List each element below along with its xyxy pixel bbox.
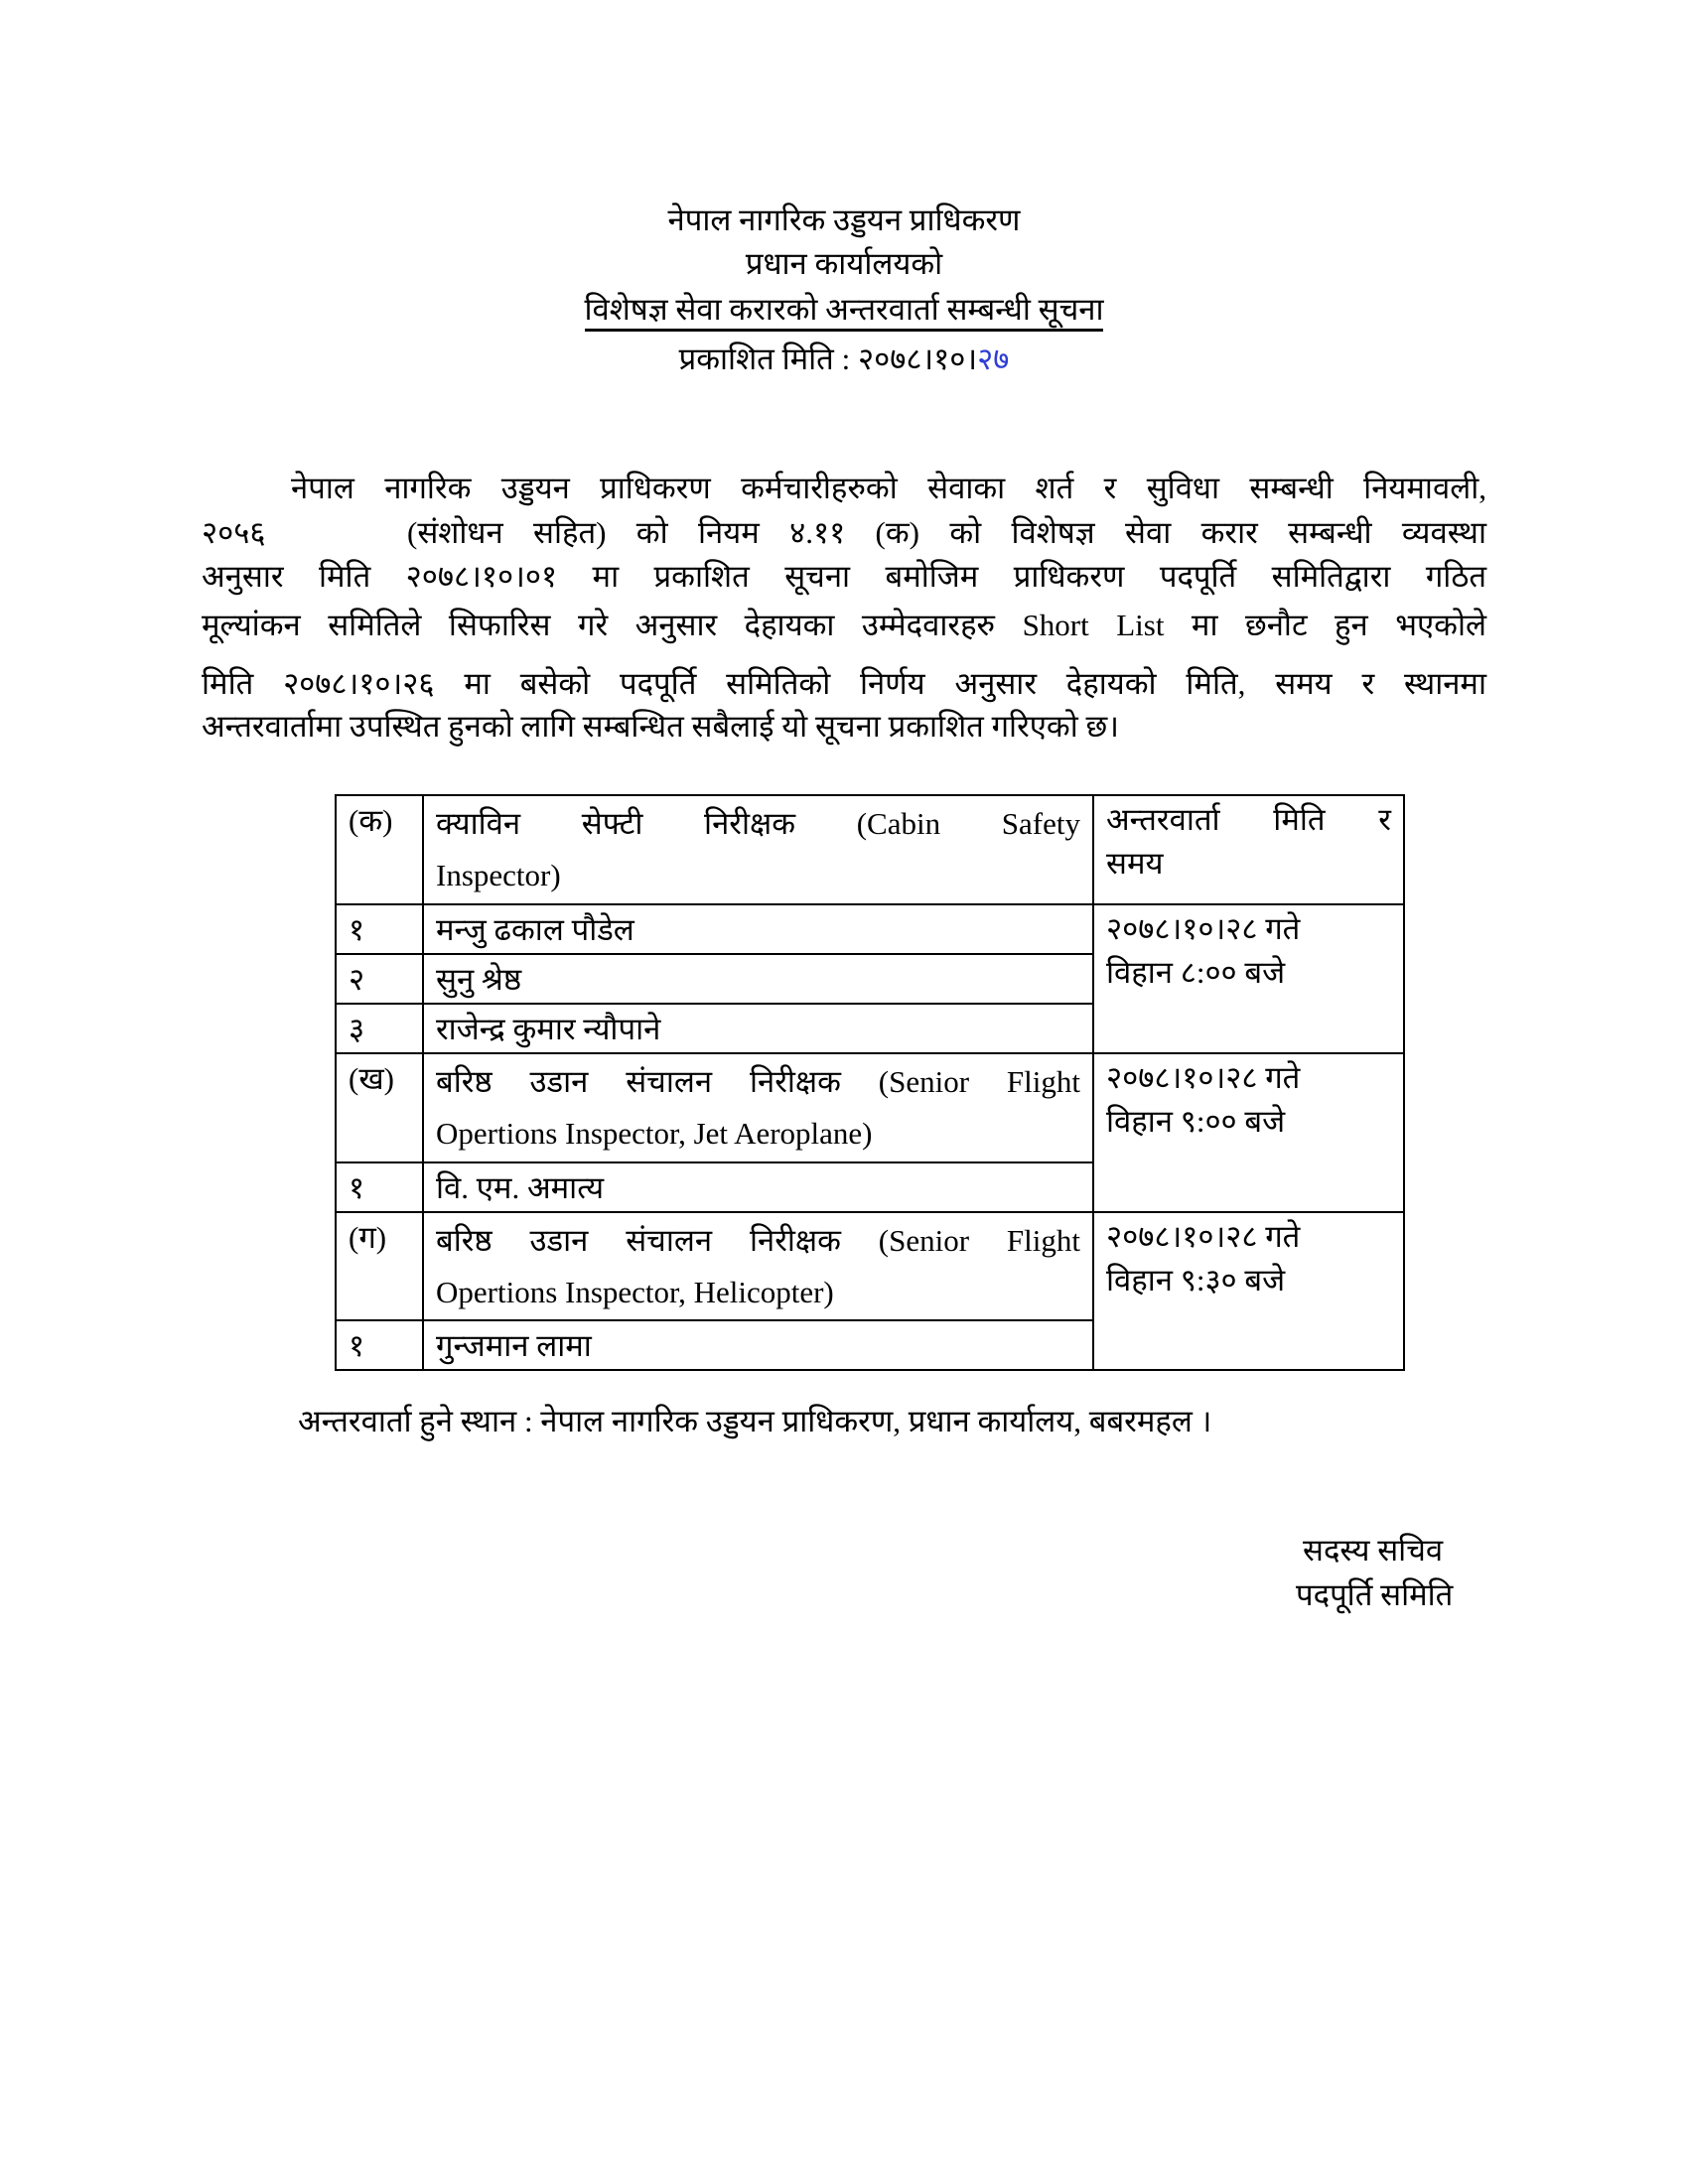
interview-date: २०७८।१०।२८ गते bbox=[1106, 911, 1301, 946]
candidate-name: मन्जु ढकाल पौडेल bbox=[423, 904, 1093, 954]
group-row-kha bbox=[336, 1053, 1404, 1162]
body-line-3: अनुसार मिति २०७८।१०।०१ मा प्रकाशित सूचना बमोजिम प्राधिकरण पदपूर्ति समितिद्वारा गठित bbox=[202, 559, 1486, 594]
interview-hour: विहान ९:३० बजे bbox=[1106, 1263, 1286, 1297]
interview-venue: अन्तरवार्ता हुने स्थान : नेपाल नागरिक उड्डयन प्राधिकरण, प्रधान कार्यालय, बबरमहल । bbox=[298, 1404, 1212, 1438]
body-line-5: मिति २०७८।१०।२६ मा बसेको पदपूर्ति समितिको निर्णय अनुसार देहायको मिति, समय र स्थानमा bbox=[202, 666, 1486, 701]
interview-time bbox=[1093, 1053, 1404, 1212]
candidate-row bbox=[336, 904, 1404, 954]
office-name: प्रधान कार्यालयको bbox=[745, 246, 943, 281]
candidate-sn: १ bbox=[336, 1320, 423, 1370]
interview-hour: विहान ९:०० बजे bbox=[1106, 1104, 1286, 1139]
candidate-name: गुन्जमान लामा bbox=[423, 1320, 1093, 1370]
time-header-line-2: समय bbox=[1106, 846, 1164, 881]
role-line-2: Inspector) bbox=[436, 858, 561, 892]
candidate-sn: ३ bbox=[336, 1004, 423, 1053]
role-line-1: बरिष्ठ उडान संचालन निरीक्षक (Senior Flight bbox=[436, 1223, 1080, 1258]
group-code: (क) bbox=[336, 795, 423, 904]
interview-schedule-table bbox=[335, 794, 1405, 1371]
published-date-day: २७ bbox=[977, 341, 1010, 376]
group-row-ka bbox=[336, 795, 1404, 904]
role-line-1: बरिष्ठ उडान संचालन निरीक्षक (Senior Flight bbox=[436, 1064, 1080, 1099]
group-code: (ग) bbox=[336, 1212, 423, 1320]
group-role bbox=[423, 1053, 1093, 1162]
candidate-sn: १ bbox=[336, 904, 423, 954]
candidate-name: सुनु श्रेष्ठ bbox=[423, 954, 1093, 1004]
interview-time bbox=[1093, 904, 1404, 1053]
body-line-2: (संशोधन सहित) को नियम ४.११ (क) को विशेषज्ञ सेवा करार सम्बन्धी व्यवस्था bbox=[407, 515, 1486, 550]
candidate-sn: १ bbox=[336, 1162, 423, 1212]
published-label: प्रकाशित मिति : bbox=[678, 341, 851, 376]
published-date bbox=[858, 341, 1009, 376]
body-line-1: नेपाल नागरिक उड्डयन प्राधिकरण कर्मचारीहरुको सेवाका शर्त र सुविधा सम्बन्धी नियमावली, bbox=[291, 471, 1486, 505]
interview-time bbox=[1093, 1212, 1404, 1370]
interview-hour: विहान ८:०० बजे bbox=[1106, 955, 1286, 990]
candidate-name: राजेन्द्र कुमार न्यौपाने bbox=[423, 1004, 1093, 1053]
interview-date: २०७८।१०।२८ गते bbox=[1106, 1060, 1301, 1095]
body-line-2-year: २०५६ bbox=[202, 515, 266, 550]
org-name: नेपाल नागरिक उड्डयन प्राधिकरण bbox=[667, 203, 1021, 237]
signatory-title: सदस्य सचिव bbox=[1303, 1533, 1444, 1568]
time-header bbox=[1093, 795, 1404, 904]
role-line-1: क्याविन सेफ्टी निरीक्षक (Cabin Safety bbox=[436, 806, 1080, 841]
role-line-2: Opertions Inspector, Jet Aeroplane) bbox=[436, 1116, 873, 1151]
signatory-body: पदपूर्ति समिति bbox=[1296, 1577, 1454, 1612]
group-role bbox=[423, 1212, 1093, 1320]
group-code: (ख) bbox=[336, 1053, 423, 1162]
group-role bbox=[423, 795, 1093, 904]
body-line-4: मूल्यांकन समितिले सिफारिस गरे अनुसार देहायका उम्मेदवारहरु Short List मा छनौट हुन भएकोले bbox=[202, 608, 1486, 642]
candidate-name: वि. एम. अमात्य bbox=[423, 1162, 1093, 1212]
notice-title: विशेषज्ञ सेवा करारको अन्तरवार्ता सम्बन्धी सूचना bbox=[585, 292, 1104, 332]
role-line-2: Opertions Inspector, Helicopter) bbox=[436, 1275, 834, 1309]
notice-title-wrap bbox=[0, 288, 1688, 332]
published-date-main: २०७८।१०। bbox=[857, 341, 978, 376]
group-row-ga bbox=[336, 1212, 1404, 1320]
candidate-sn: २ bbox=[336, 954, 423, 1004]
interview-date: २०७८।१०।२८ गते bbox=[1106, 1219, 1301, 1254]
body-line-6: अन्तरवार्तामा उपस्थित हुनको लागि सम्बन्धित सबैलाई यो सूचना प्रकाशित गरिएको छ। bbox=[202, 709, 1119, 744]
time-header-line-1: अन्तरवार्ता मिति र bbox=[1106, 802, 1391, 837]
published-date-line bbox=[0, 338, 1688, 381]
